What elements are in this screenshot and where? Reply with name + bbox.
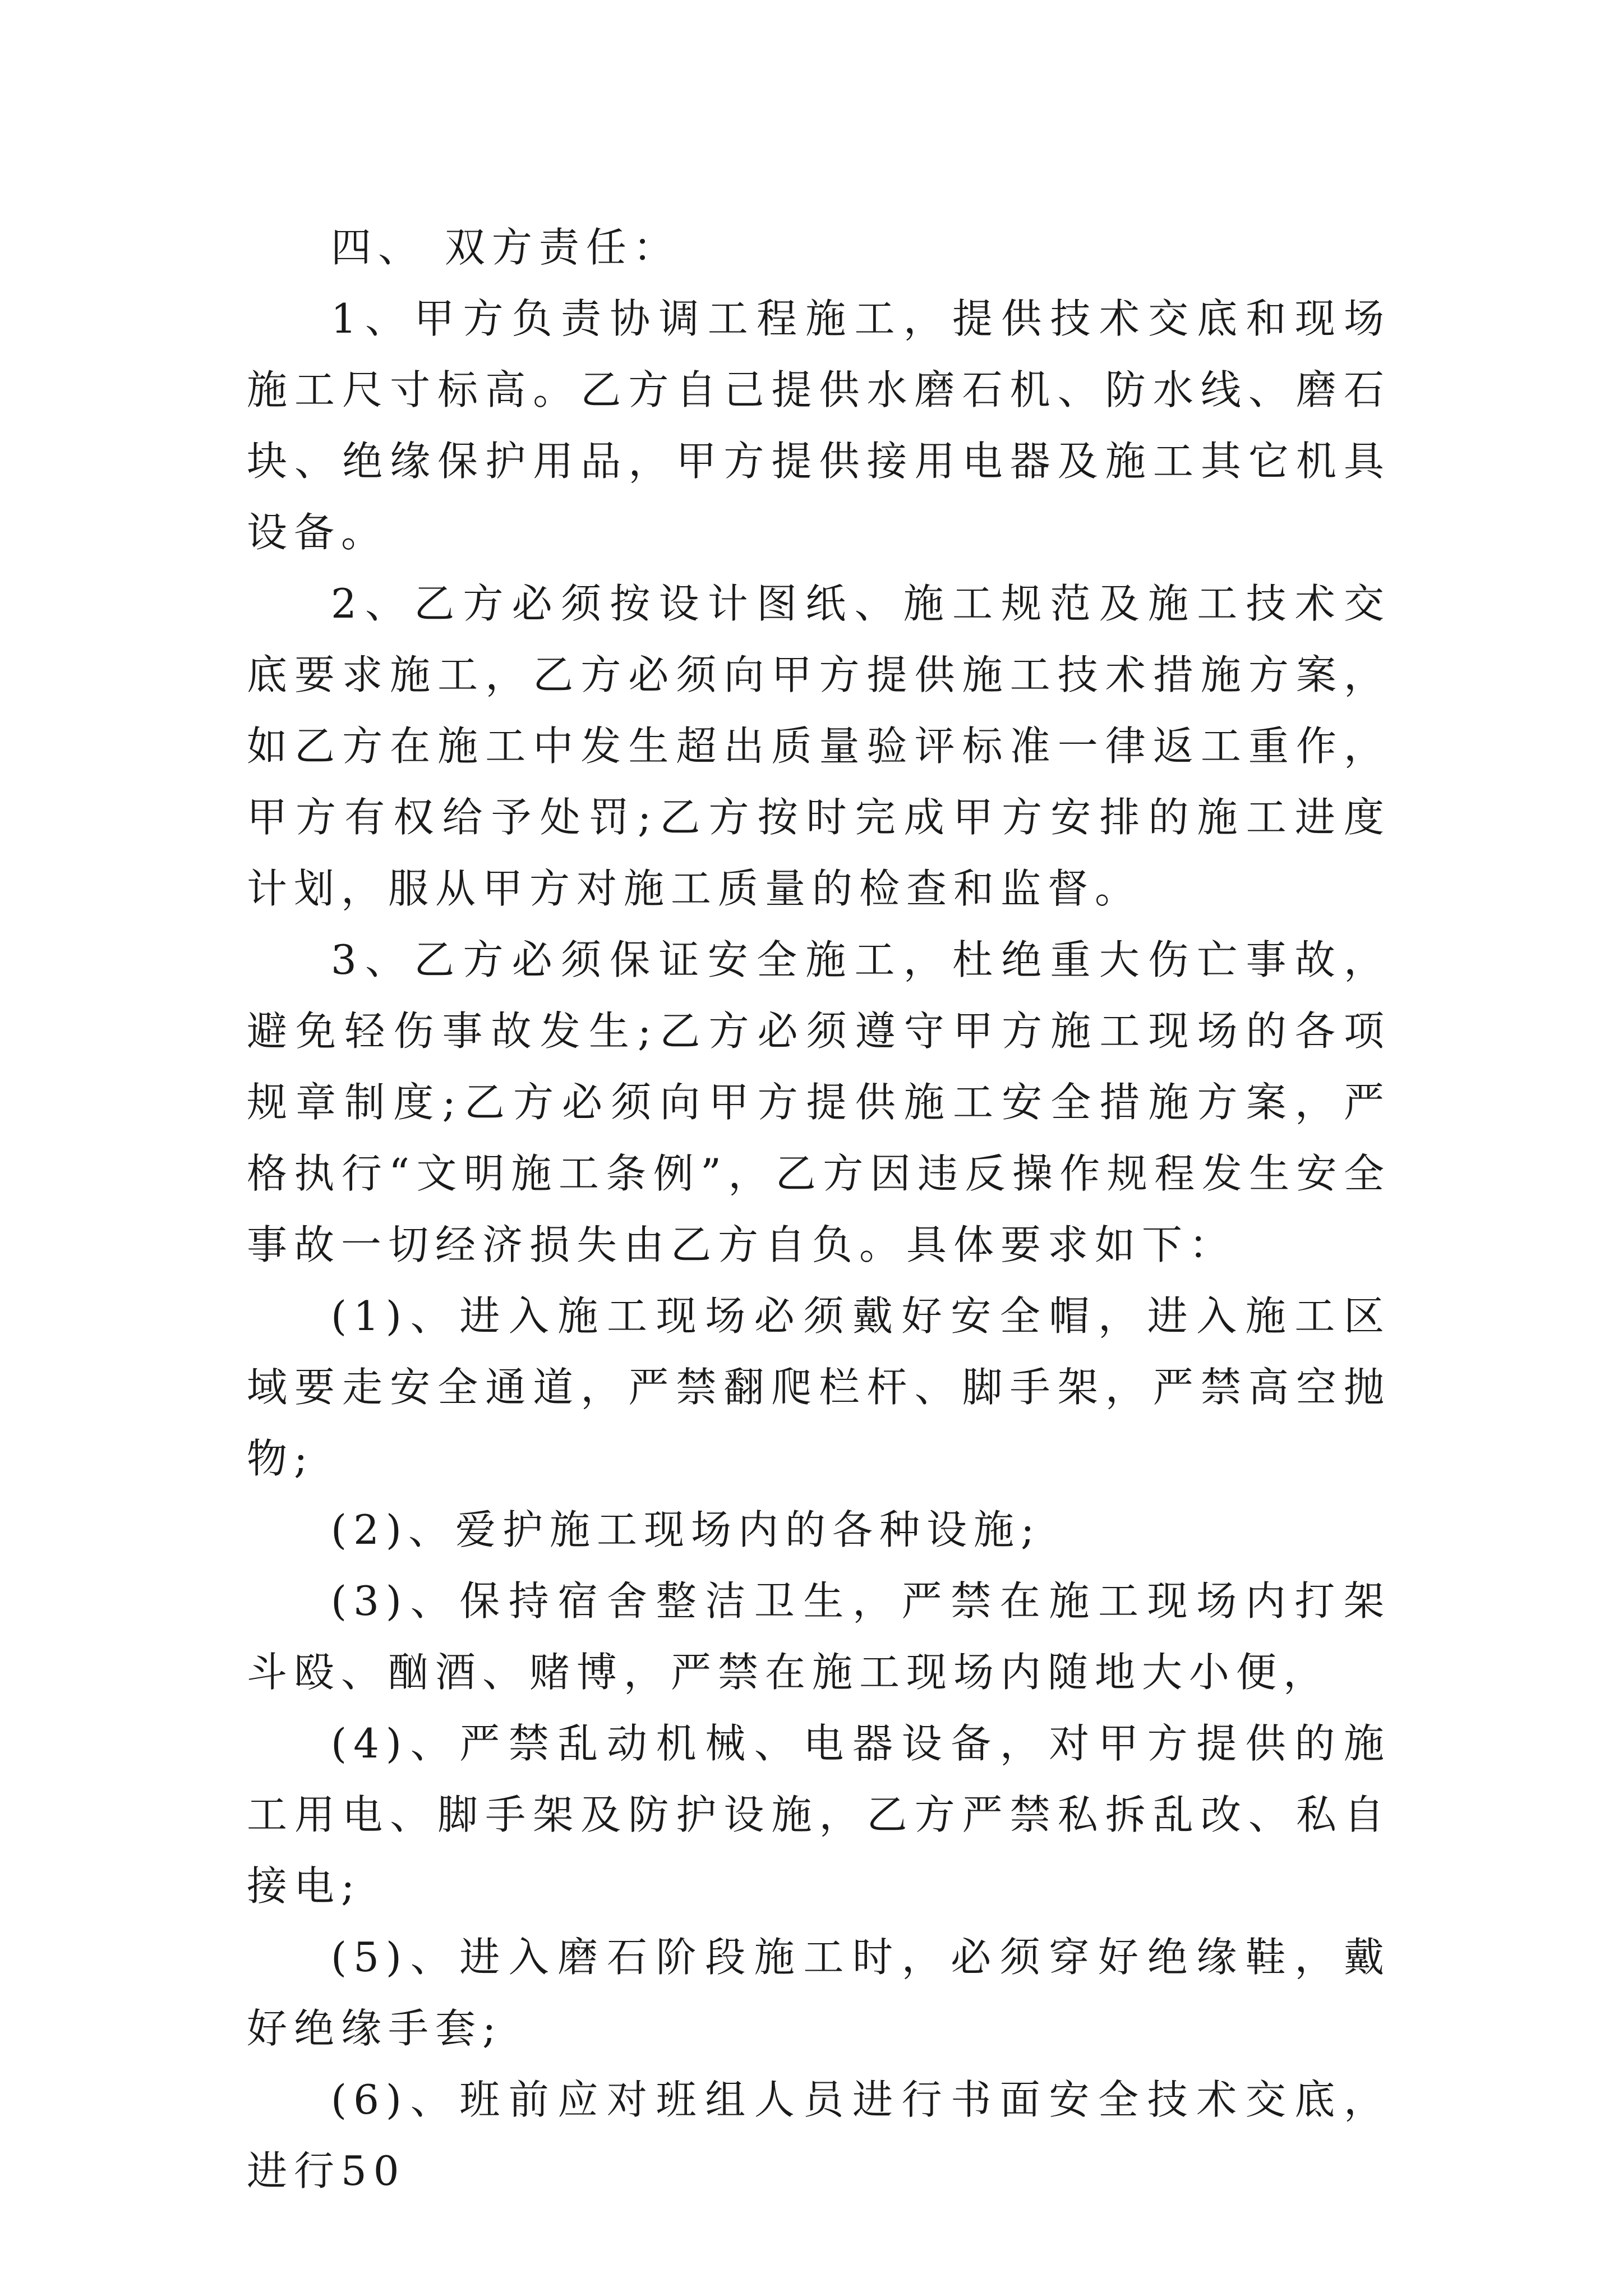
paragraph-1: 1、甲方负责协调工程施工，提供技术交底和现场施工尺寸标高。乙方自己提供水磨石机、防水线、磨石块、绝缘保护用品，甲方提供接用电器及施工其它机具设备。 (247, 295, 1391, 556)
list-item-4: (4)、严禁乱动机械、电器设备，对甲方提供的施工用电、脚手架及防护设施，乙方严禁私拆乱改、私自接电; (247, 1720, 1391, 1910)
list-item-3: (3)、保持宿舍整洁卫生，严禁在施工现场内打架斗殴、酗酒、赌博，严禁在施工现场内随地大小便， (247, 1577, 1391, 1696)
list-item-1: (1)、进入施工现场必须戴好安全帽，进入施工区域要走安全通道，严禁翻爬栏杆、脚手架，严禁高空抛物; (247, 1292, 1391, 1482)
list-item-5: (5)、进入磨石阶段施工时，必须穿好绝缘鞋，戴好绝缘手套; (247, 1934, 1391, 2052)
paragraph-2: 2、乙方必须按设计图纸、施工规范及施工技术交底要求施工，乙方必须向甲方提供施工技术措施方案，如乙方在施工中发生超出质量验评标准一律返工重作，甲方有权给予处罚;乙方按时完成甲方安排的施工进度计划，服从甲方对施工质量的检查和监督。 (247, 580, 1391, 912)
list-item-6: (6)、班前应对班组人员进行书面安全技术交底，进行50 (247, 2076, 1391, 2194)
paragraph-3: 3、乙方必须保证安全施工，杜绝重大伤亡事故，避免轻伤事故发生;乙方必须遵守甲方施工现场的各项规章制度;乙方必须向甲方提供施工安全措施方案，严格执行“文明施工条例”，乙方因违反操作规程发生安全事故一切经济损失由乙方自负。具体要求如下： (247, 936, 1391, 1268)
section-heading: 四、 双方责任： (331, 224, 680, 271)
document-body (247, 212, 1391, 2207)
list-item-2: (2)、爱护施工现场内的各种设施; (331, 1506, 1041, 1553)
